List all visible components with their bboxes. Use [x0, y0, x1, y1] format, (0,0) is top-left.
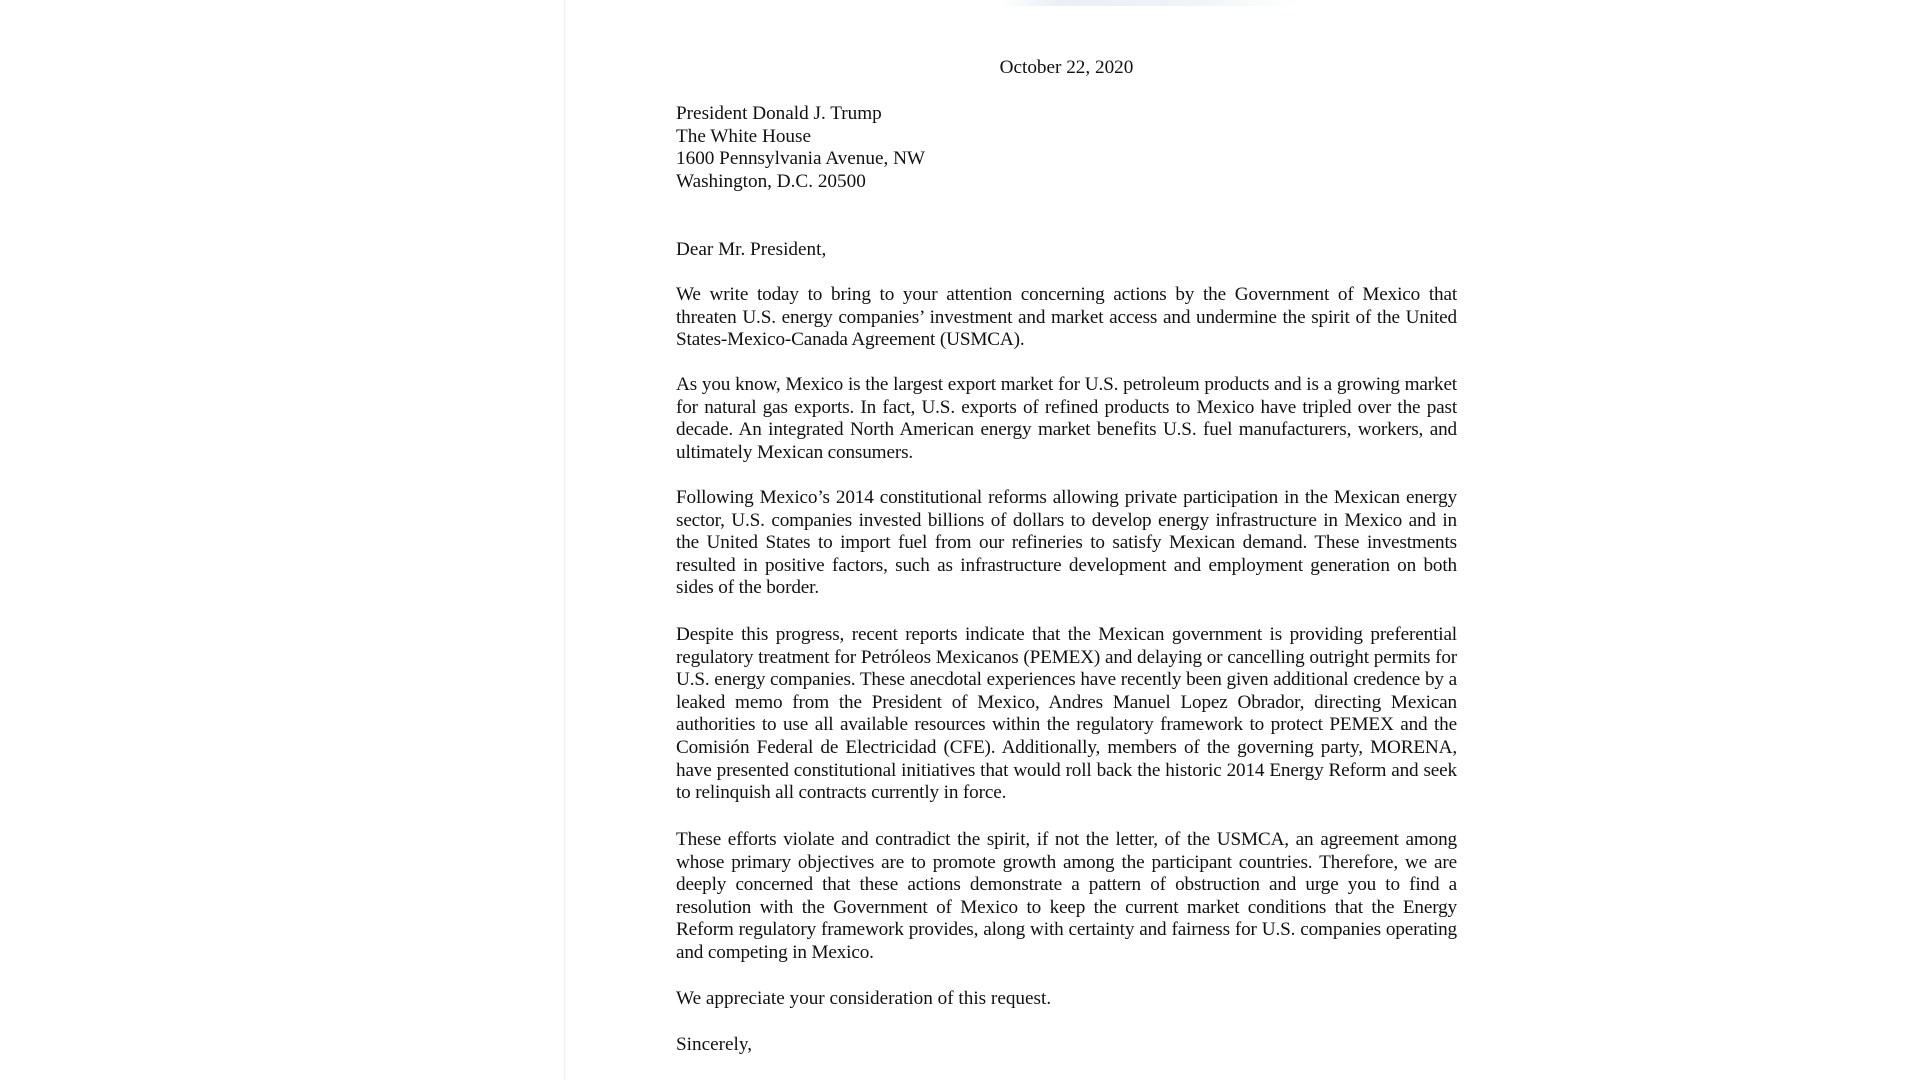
recipient-address [676, 103, 925, 193]
paragraph-reforms: Following Mexico’s 2014 constitutional reforms allowing private participation in the Mexican energy sector, U.S. companies invested billions of dollars to develop energy infrastructure in Mexico and in the United States to import fuel from our refineries to satisfy Mexican demand. These investments resulted in positive factors, such as infrastructure development and employment generation on both sides of the border. [676, 487, 1457, 599]
salutation: Dear Mr. President, [676, 239, 827, 260]
recipient-name: President Donald J. Trump [676, 103, 882, 124]
paragraph-concerns: Despite this progress, recent reports indicate that the Mexican government is providing preferential regulatory treatment for Petróleos Mexicanos (PEMEX) and delaying or cancelling outright permits for U.S. energy companies. These anecdotal experiences have recently been given additional credence by a leaked memo from the President of Mexico, Andres Manuel Lopez Obrador, directing Mexican authorities to use all available resources within the regulatory framework to protect PEMEX and the Comisión Federal de Electricidad (CFE). Additionally, members of the governing party, MORENA, have presented constitutional initiatives that would roll back the historic 2014 Energy Reform and seek to relinquish all contracts currently in force. [676, 624, 1457, 804]
recipient-street: 1600 Pennsylvania Avenue, NW [676, 148, 926, 170]
recipient-organization: The White House [676, 125, 811, 147]
letterhead-fragment [1000, 0, 1300, 6]
paragraph-export-market: As you know, Mexico is the largest export market for U.S. petroleum products and is a growing market for natural gas exports. In fact, U.S. exports of refined products to Mexico have tripled over the past decade. An integrated North American energy market benefits U.S. fuel manufacturers, workers, and ultimately Mexican consumers. [676, 374, 1457, 463]
page-edge-divider [564, 0, 566, 1080]
closing-line: We appreciate your consideration of this request. [676, 988, 1052, 1009]
letter-date: October 22, 2020 [999, 57, 1134, 78]
paragraph-intro: We write today to bring to your attention concerning actions by the Government of Mexico that threaten U.S. energy companies’ investment and market access and undermine the spirit of the United States-Mexico-Canada Agreement (USMCA). [676, 284, 1457, 351]
recipient-city: Washington, D.C. 20500 [676, 170, 866, 192]
signoff: Sincerely, [676, 1034, 753, 1055]
paragraph-request: These efforts violate and contradict the spirit, if not the letter, of the USMCA, an agreement among whose primary objectives are to promote growth among the participant countries. Therefore, we are deeply concerned that these actions demonstrate a pattern of obstruction and urge you to find a resolution with the Government of Mexico to keep the current market conditions that the Energy Reform regulatory framework provides, along with certainty and fairness for U.S. companies operating and competing in Mexico. [676, 829, 1457, 963]
